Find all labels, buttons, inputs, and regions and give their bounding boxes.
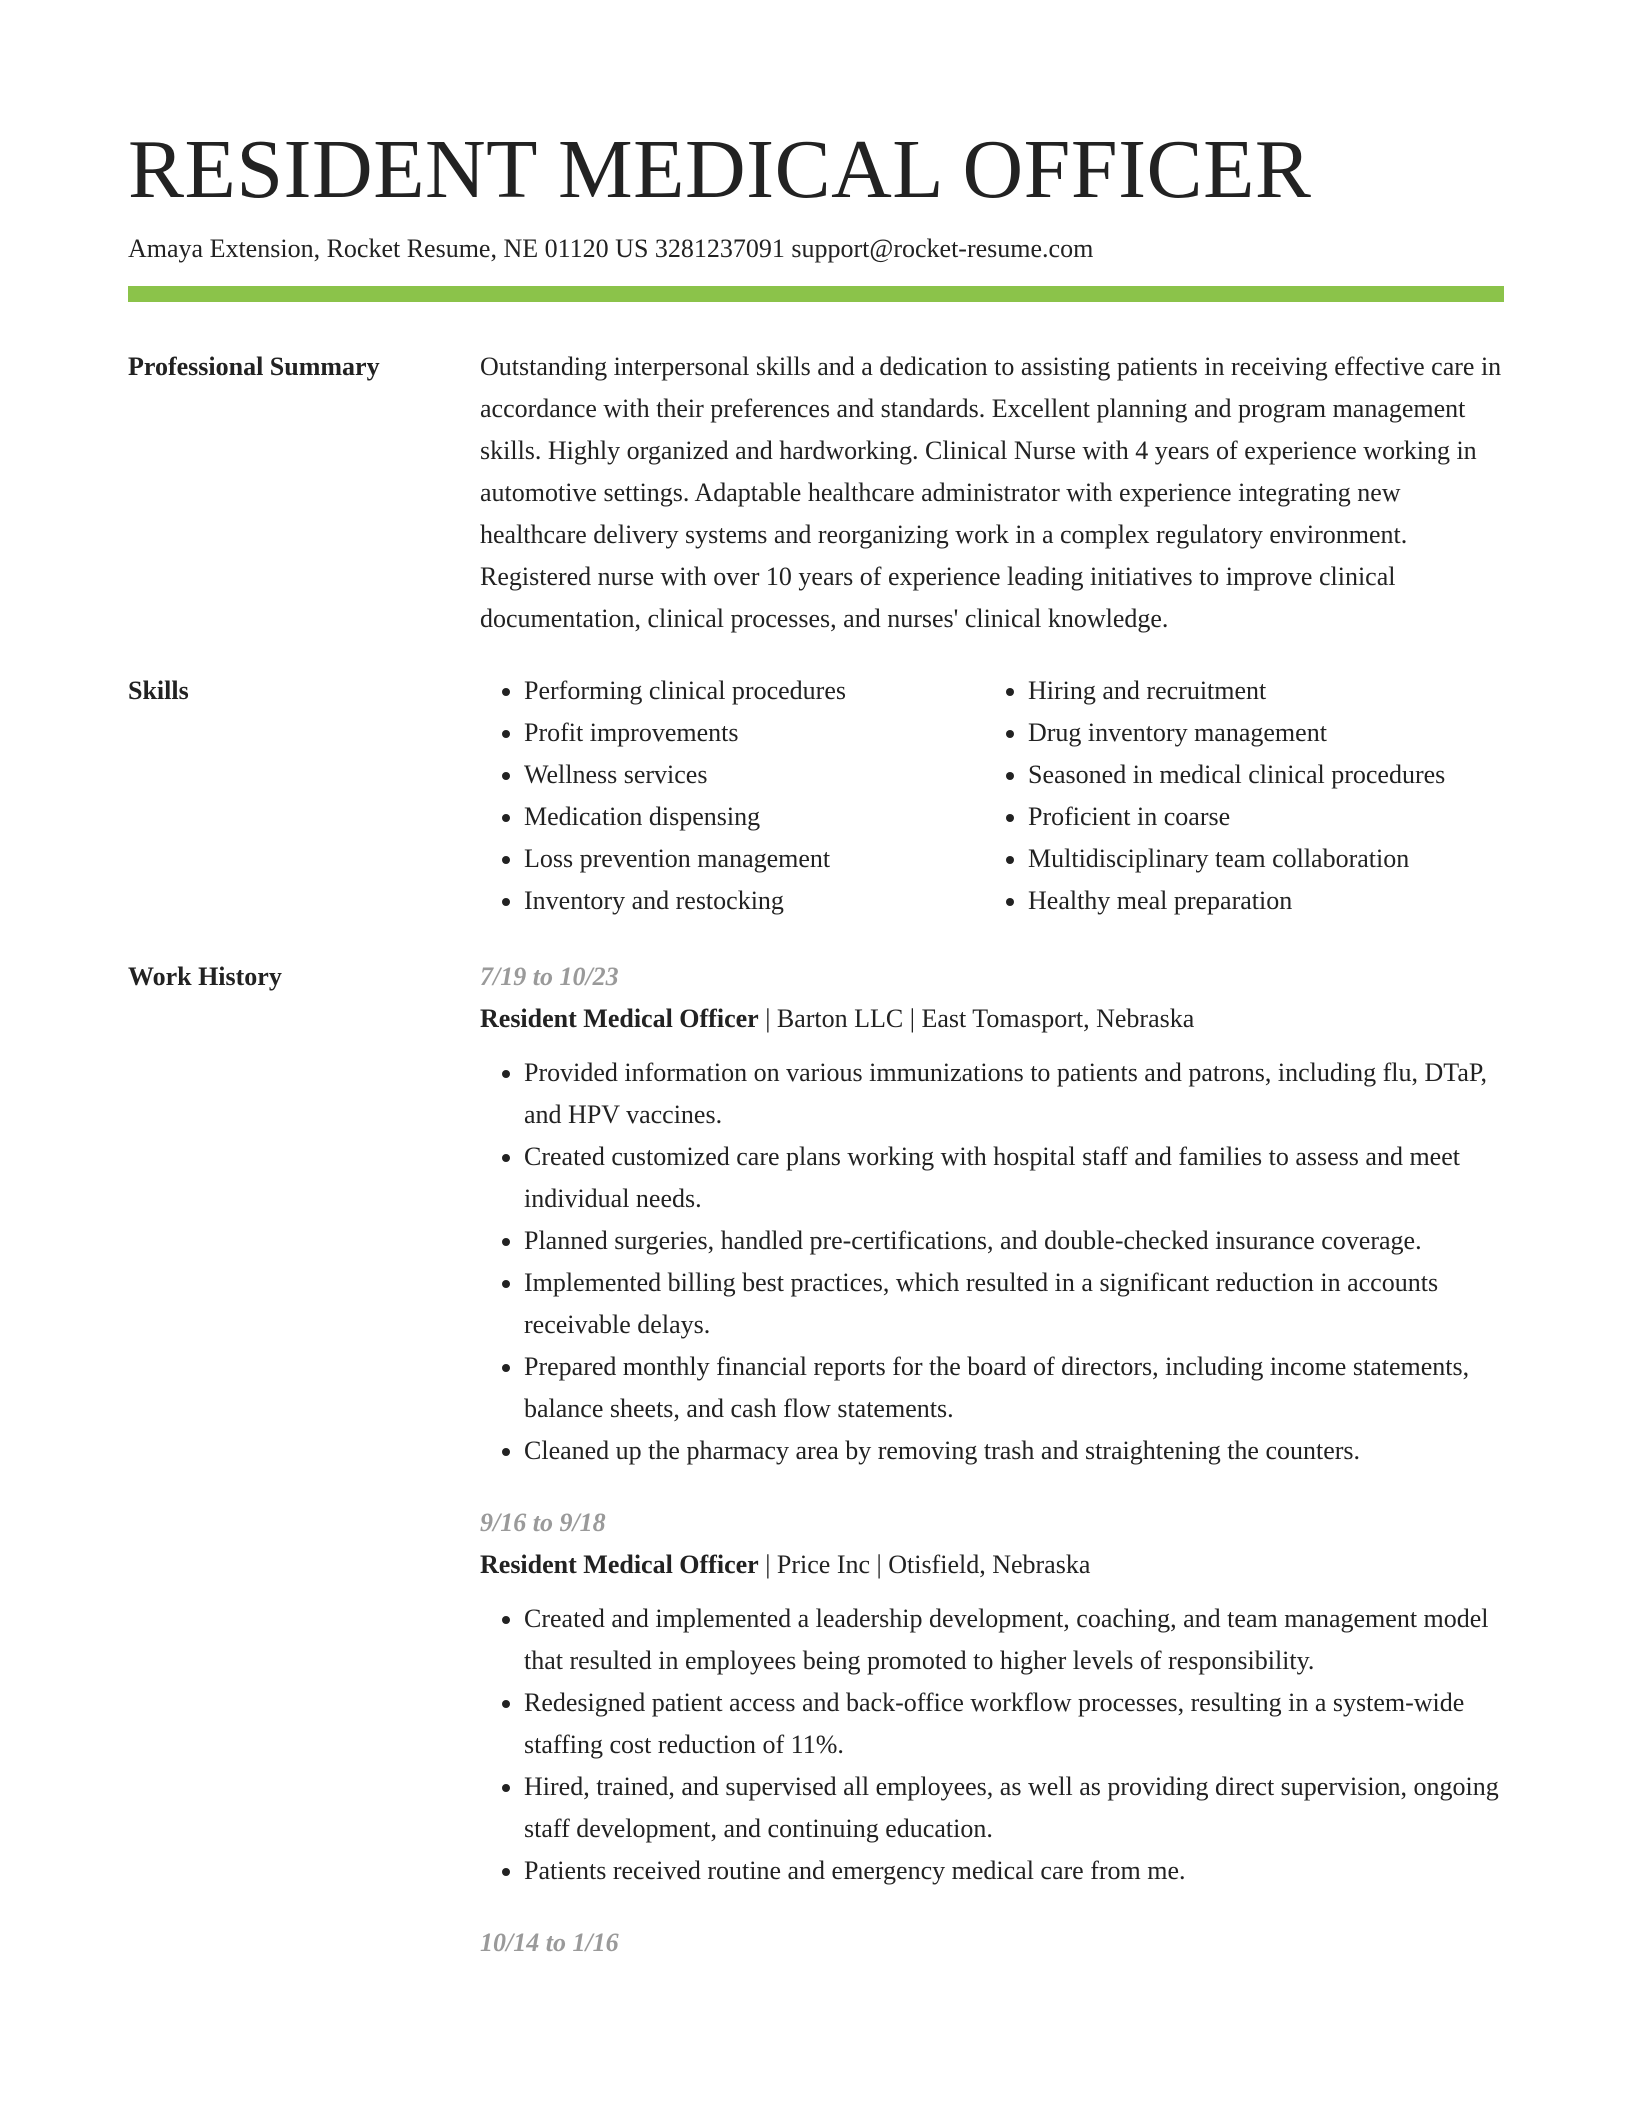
- skill-item: • Profit improvements: [524, 712, 984, 754]
- job-details: | Barton LLC | East Tomasport, Nebraska: [758, 1004, 1195, 1033]
- job-bullet: • Created and implemented a leadership development, coaching, and team management model that resulted in employees being promoted to higher levels of responsibility.: [524, 1598, 1504, 1682]
- job-dates: 9/16 to 9/18: [480, 1508, 606, 1537]
- skill-item: • Loss prevention management: [524, 838, 984, 880]
- job-bullet: • Hired, trained, and supervised all employees, as well as providing direct supervision, ongoing staff development, and continuing education.: [524, 1766, 1504, 1850]
- job-header: [480, 1544, 1504, 1586]
- professional-summary-section: [128, 346, 1504, 640]
- work-history-section: [128, 956, 1504, 1994]
- skill-item: • Healthy meal preparation: [1028, 880, 1504, 922]
- skill-item: • Hiring and recruitment: [1028, 670, 1504, 712]
- job-title: Resident Medical Officer: [480, 1550, 759, 1579]
- job-bullet: • Cleaned up the pharmacy area by removing trash and straightening the counters.: [524, 1430, 1504, 1472]
- section-heading-skills: Skills: [128, 676, 189, 705]
- contact-info: Amaya Extension, Rocket Resume, NE 01120 US 3281237091 support@rocket-resume.com: [128, 234, 1094, 263]
- resume-title: RESIDENT MEDICAL OFFICER: [128, 123, 1312, 216]
- skill-item: • Seasoned in medical clinical procedures: [1028, 754, 1504, 796]
- job-bullets: [480, 1052, 1504, 1472]
- resume-page: [128, 120, 1504, 1994]
- skill-item: • Proficient in coarse: [1028, 796, 1504, 838]
- job-bullet: • Planned surgeries, handled pre-certifications, and double-checked insurance coverage.: [524, 1220, 1504, 1262]
- job-header: [480, 998, 1504, 1040]
- job-bullet: • Redesigned patient access and back-office workflow processes, resulting in a system-wide staffing cost reduction of 11%.: [524, 1682, 1504, 1766]
- job-title: Resident Medical Officer: [480, 1004, 759, 1033]
- job-bullet: • Prepared monthly financial reports for the board of directors, including income statements, balance sheets, and cash flow statements.: [524, 1346, 1504, 1430]
- job-bullet: • Provided information on various immunizations to patients and patrons, including flu, DTaP, and HPV vaccines.: [524, 1052, 1504, 1136]
- section-heading-summary: Professional Summary: [128, 352, 380, 381]
- job-bullets: [480, 1598, 1504, 1892]
- job-bullet: • Created customized care plans working with hospital staff and families to assess and meet individual needs.: [524, 1136, 1504, 1220]
- skills-section: [128, 670, 1504, 922]
- skill-item: • Inventory and restocking: [524, 880, 984, 922]
- job-dates: 10/14 to 1/16: [480, 1928, 619, 1957]
- summary-text: Outstanding interpersonal skills and a dedication to assisting patients in receiving effective care in accordance with their preferences and standards. Excellent planning and program management skills. Highly organized and hardworking. Clinical Nurse with 4 years of experience working in automotive settings. Adaptable healthcare administrator with experience integrating new healthcare delivery systems and reorganizing work in a complex regulatory environment. Registered nurse with over 10 years of experience leading initiatives to improve clinical documentation, clinical processes, and nurses' clinical knowledge.: [480, 352, 1502, 633]
- skills-column-1: [480, 670, 984, 922]
- skill-item: • Multidisciplinary team collaboration: [1028, 838, 1504, 880]
- job-entry: [480, 956, 1504, 1472]
- job-bullet: • Implemented billing best practices, which resulted in a significant reduction in accounts receivable delays.: [524, 1262, 1504, 1346]
- skill-item: • Wellness services: [524, 754, 984, 796]
- section-heading-work: Work History: [128, 962, 282, 991]
- job-entry: [480, 1502, 1504, 1892]
- skills-column-2: [984, 670, 1504, 922]
- skill-item: • Performing clinical procedures: [524, 670, 984, 712]
- accent-divider: [128, 286, 1504, 302]
- skill-item: • Drug inventory management: [1028, 712, 1504, 754]
- skill-item: • Medication dispensing: [524, 796, 984, 838]
- job-bullet: • Patients received routine and emergency medical care from me.: [524, 1850, 1504, 1892]
- job-dates: 7/19 to 10/23: [480, 962, 619, 991]
- job-entry: [480, 1922, 1504, 1964]
- job-details: | Price Inc | Otisfield, Nebraska: [758, 1550, 1091, 1579]
